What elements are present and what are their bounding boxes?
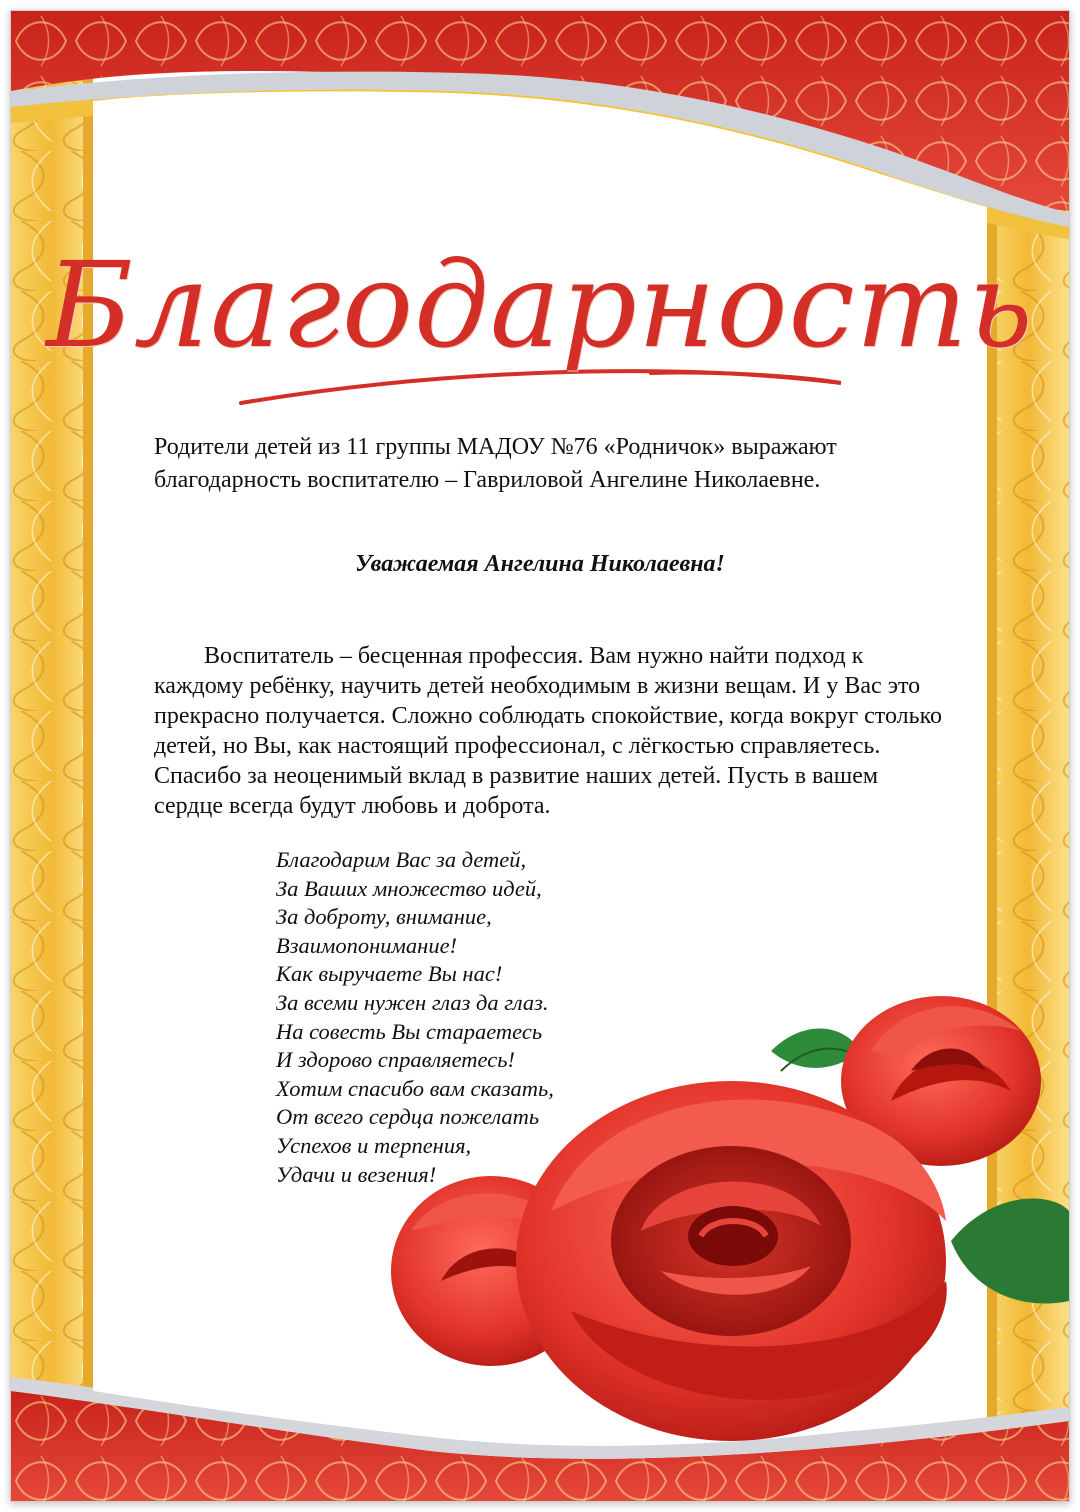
poem-line: Взаимопонимание!: [276, 932, 458, 958]
poem: [276, 846, 554, 1189]
poem-line: От всего сердца пожелать: [276, 1104, 540, 1130]
poem-line: За доброту, внимание,: [276, 904, 492, 930]
poem-line: За всеми нужен глаз да глаз.: [276, 989, 549, 1015]
certificate-page: [10, 10, 1070, 1502]
certificate-title: Благодарность: [46, 236, 1034, 374]
poem-line: Благодарим Вас за детей,: [276, 847, 527, 872]
body-paragraph: Воспитатель – бесценная профессия. Вам нужно найти подход к каждому ребёнку, научить детей необходимым в жизни вещам. И у Вас это прекрасно получается. Сложно соблюдать спокойствие, когда вокруг столько детей, но Вы, как настоящий профессионал, с лёгкостью справляетесь. Спасибо за неоценимый вклад в развитие наших детей. Пусть в вашем сердце всегда будут любовь и доброта.: [154, 643, 943, 819]
poem-line: И здорово справляетесь!: [276, 1047, 515, 1073]
poem-line: За Ваших множество идей,: [276, 875, 542, 901]
poem-line: На совесть Вы стараетесь: [276, 1018, 543, 1044]
poem-line: Успехов и терпения,: [276, 1132, 472, 1158]
intro-paragraph: Родители детей из 11 группы МАДОУ №76 «Родничок» выражают благодарность воспитателю – Гавриловой Ангелине Николаевне.: [154, 434, 837, 493]
poem-line: Удачи и везения!: [276, 1161, 437, 1187]
poem-line: Как выручаете Вы нас!: [276, 961, 503, 987]
greeting: Уважаемая Ангелина Николаевна!: [355, 551, 725, 577]
poem-line: Хотим спасибо вам сказать,: [276, 1075, 554, 1101]
